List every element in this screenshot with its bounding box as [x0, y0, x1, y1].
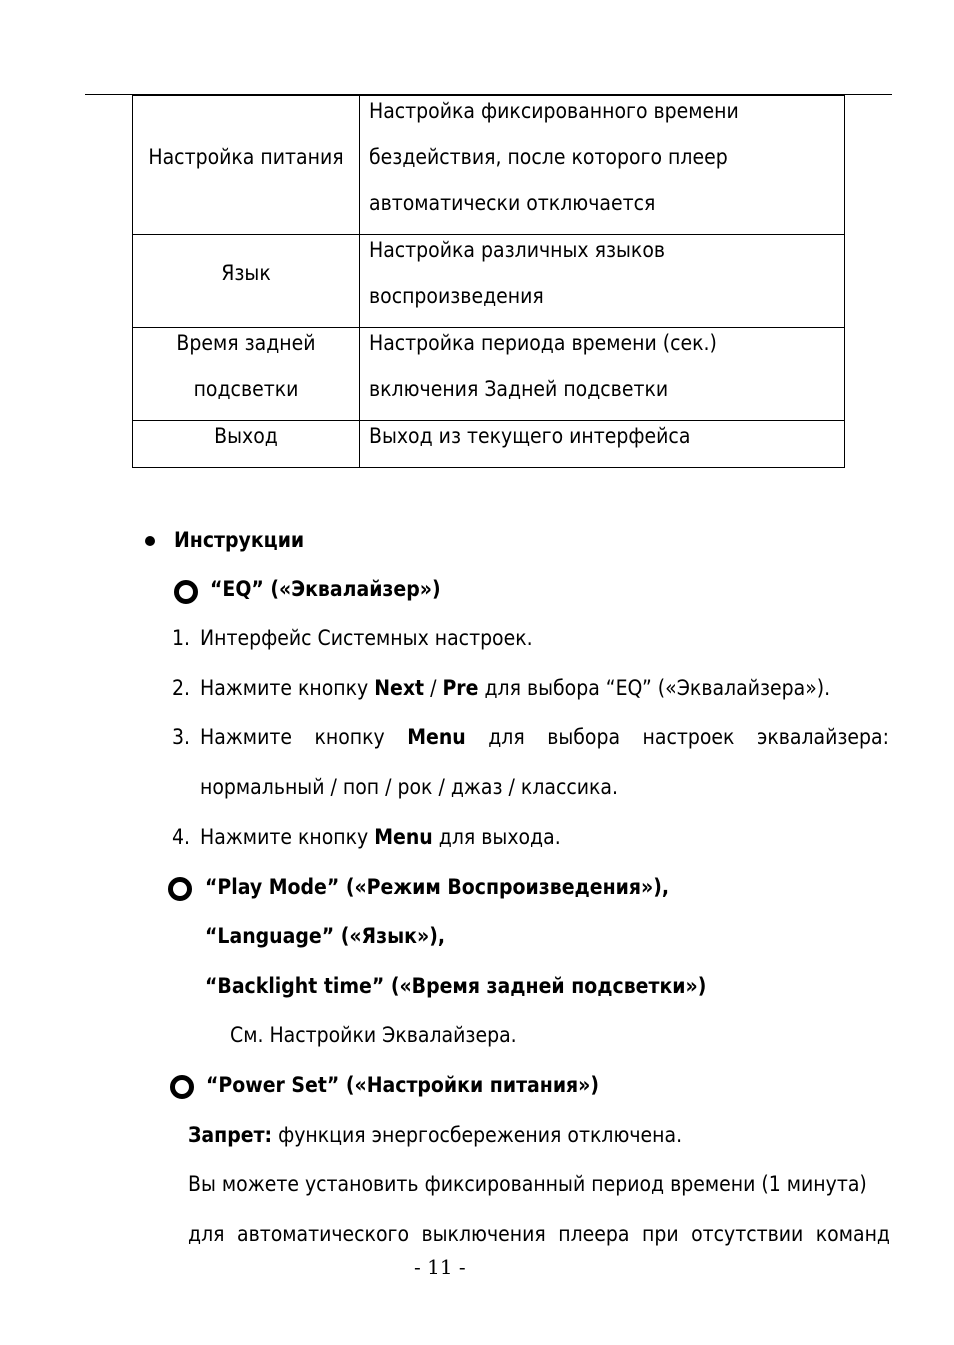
cell-line: автоматически отключается	[369, 191, 656, 215]
step-text: Нажмите кнопку Menu для выбора настроек эквалайзера:	[200, 725, 889, 749]
cell-line: бездействия, после которого плеер	[369, 145, 728, 169]
setting-description	[360, 421, 845, 468]
backlight-title: “Backlight time” («Время задней подсветки»)	[205, 974, 707, 998]
setting-name	[133, 328, 360, 421]
cell-line: Выход из текущего интерфейса	[369, 424, 691, 448]
step-continuation: нормальный / поп / рок / джаз / классика.	[200, 775, 619, 799]
forbid-line: Запрет: функция энергосбережения отключена.	[188, 1123, 683, 1147]
cell-line: Настройка различных языков	[369, 238, 666, 262]
setting-name	[133, 235, 360, 328]
power-set-text: для автоматического выключения плеера при отсутствии команд	[188, 1222, 890, 1246]
ring-bullet-icon	[168, 877, 192, 901]
step-number: 3.	[172, 725, 191, 749]
table-row	[133, 328, 845, 421]
step-text: Интерфейс Системных настроек.	[200, 626, 533, 650]
menu-key-label: Menu	[407, 725, 466, 749]
cell-line: включения Задней подсветки	[369, 377, 669, 401]
step-text: Нажмите кнопку Next / Pre для выбора “EQ” («Эквалайзера»).	[200, 676, 831, 700]
table-row	[133, 421, 845, 468]
pre-key-label: Pre	[442, 676, 479, 700]
cell-line: воспроизведения	[369, 284, 544, 308]
setting-name	[133, 96, 360, 235]
bullet-icon	[145, 536, 155, 546]
menu-key-label: Menu	[374, 825, 433, 849]
ring-bullet-icon	[170, 1075, 194, 1099]
cell-line: Настройка питания	[148, 145, 344, 169]
setting-description	[360, 328, 845, 421]
power-set-title: “Power Set” («Настройки питания»)	[206, 1073, 600, 1097]
setting-description	[360, 96, 845, 235]
cell-line: Время задней	[176, 331, 316, 355]
see-eq-note: См. Настройки Эквалайзера.	[230, 1023, 517, 1047]
play-mode-title: “Play Mode” («Режим Воспроизведения»),	[205, 875, 670, 899]
settings-table	[132, 95, 845, 468]
cell-line: Настройка фиксированного времени	[369, 99, 739, 123]
step-number: 4.	[172, 825, 191, 849]
step-number: 2.	[172, 676, 191, 700]
setting-description	[360, 235, 845, 328]
section-heading: Инструкции	[174, 528, 305, 552]
cell-line: подсветки	[193, 377, 299, 401]
eq-title: “EQ” («Эквалайзер»)	[210, 577, 441, 601]
forbid-label: Запрет:	[188, 1123, 273, 1147]
language-title: “Language” («Язык»),	[205, 924, 446, 948]
cell-line: Выход	[214, 424, 278, 448]
setting-name	[133, 421, 360, 468]
step-text: Нажмите кнопку Menu для выхода.	[200, 825, 561, 849]
cell-line: Язык	[221, 261, 271, 285]
table-row	[133, 235, 845, 328]
table-row	[133, 96, 845, 235]
power-set-text: Вы можете установить фиксированный период времени (1 минута)	[188, 1172, 867, 1196]
step-number: 1.	[172, 626, 191, 650]
cell-line: Настройка периода времени (сек.)	[369, 331, 717, 355]
next-key-label: Next	[374, 676, 425, 700]
ring-bullet-icon	[174, 580, 198, 604]
page-number: - 11 -	[414, 1255, 466, 1279]
